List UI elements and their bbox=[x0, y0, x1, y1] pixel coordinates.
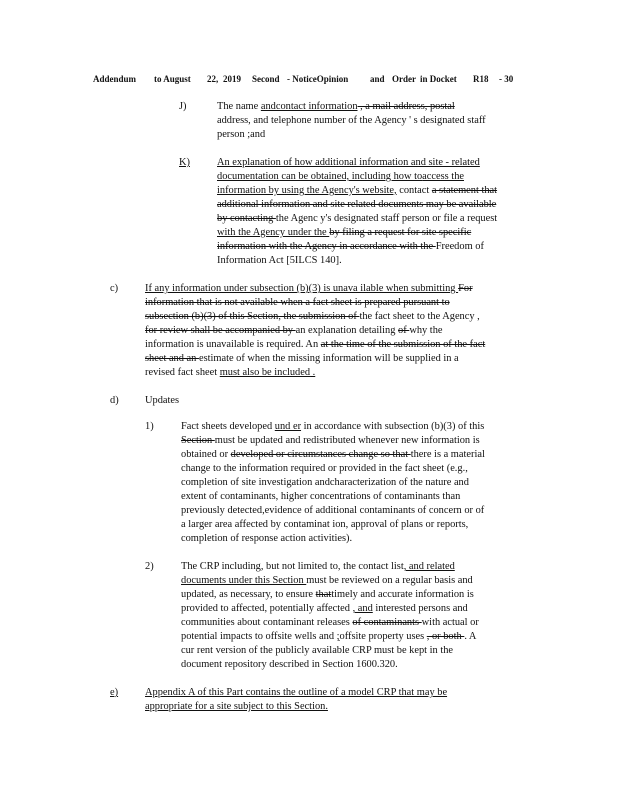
header-word: and bbox=[370, 74, 385, 84]
text-line: a larger area affected by contaminat ion, approval of plans or reports, bbox=[181, 519, 469, 530]
header-word: R18 bbox=[473, 74, 489, 84]
text-line: Appendix A of this Part contains the outline of a model CRP that may be bbox=[145, 687, 448, 698]
text-line: change to the information required or provided in the fact sheet (e.g., bbox=[181, 463, 468, 474]
text-line: completion of site investigation andcharacterization of the nature and bbox=[181, 477, 469, 488]
text-line: An explanation of how additional information and site - related bbox=[217, 157, 480, 168]
text-line: updated, as necessary, to ensure thattimely and accurate information is bbox=[181, 589, 474, 600]
text-line: with the Agency under the by filing a request for site specific bbox=[217, 227, 472, 238]
text-line: information by using the Agency's website, contact a statement that bbox=[217, 185, 498, 196]
item-label-j: J) bbox=[179, 101, 187, 112]
header-word: Order bbox=[392, 74, 416, 84]
text-line: documents under this Section must be reviewed on a regular basis and bbox=[181, 575, 473, 586]
page-header bbox=[93, 74, 523, 88]
text-line: The name andcontact information , a mail address, postal bbox=[217, 101, 455, 112]
text-line: completion of response action activities). bbox=[181, 533, 353, 544]
text-line: potential impacts to offsite wells and ;offsite property uses , or both . A bbox=[181, 631, 477, 642]
text-line: provided to affected, potentially affected , and interested persons and bbox=[181, 603, 468, 614]
section-title-updates: Updates bbox=[145, 395, 180, 406]
text-line: communities about contaminant releases of contaminants with actual or bbox=[181, 617, 479, 628]
item-e-text bbox=[145, 686, 525, 714]
text-line: The CRP including, but not limited to, the contact list, and related bbox=[181, 561, 455, 572]
item-label-d: d) bbox=[110, 395, 119, 406]
header-word: 22, bbox=[207, 74, 219, 84]
text-line: documentation can be obtained, including how toaccess the bbox=[217, 171, 464, 182]
header-word: - NoticeOpinion bbox=[287, 74, 349, 84]
header-word: to August bbox=[154, 74, 191, 84]
item-j-text bbox=[217, 100, 523, 142]
item-label-d1: 1) bbox=[145, 421, 154, 432]
item-label-k: K) bbox=[179, 157, 190, 168]
header-word: - 30 bbox=[499, 74, 514, 84]
item-d1-text bbox=[181, 420, 526, 546]
text-line: document repository described in Section 1600.320. bbox=[181, 659, 398, 670]
header-word: 2019 bbox=[223, 74, 241, 84]
item-d2-text bbox=[181, 560, 526, 672]
item-label-e: e) bbox=[110, 687, 119, 698]
item-k-text bbox=[217, 156, 527, 268]
header-word: in Docket bbox=[420, 74, 457, 84]
text-line: address, and telephone number of the Agency ' s designated staff bbox=[217, 115, 486, 126]
text-line: previously detected,evidence of additional contaminants of concern or of bbox=[181, 505, 485, 516]
text-line: for review shall be accompanied by an explanation detailing of why the bbox=[145, 325, 443, 336]
text-line: subsection (b)(3) of this Section, the submission of the fact sheet to the Agency , bbox=[145, 311, 480, 322]
text-line: obtained or developed or circumstances change so that there is a material bbox=[181, 449, 485, 460]
item-label-d2: 2) bbox=[145, 561, 154, 572]
text-line: If any information under subsection (b)(3) is unava ilable when submitting For bbox=[145, 283, 473, 294]
item-label-c: c) bbox=[110, 283, 119, 294]
text-line: appropriate for a site subject to this Section. bbox=[145, 701, 328, 712]
header-word: Second bbox=[252, 74, 280, 84]
text-line: revised fact sheet must also be included . bbox=[145, 367, 316, 378]
text-line: Information Act [5ILCS 140]. bbox=[217, 255, 342, 266]
text-line: additional information and site related documents may be available bbox=[217, 199, 497, 210]
text-line: Section must be updated and redistributed whenever new information is bbox=[181, 435, 480, 446]
text-line: information with the Agency in accordance with the Freedom of bbox=[217, 241, 484, 252]
item-c-text bbox=[145, 282, 525, 380]
text-line: by contacting the Agenc y's designated staff person or file a request bbox=[217, 213, 498, 224]
text-line: person ;and bbox=[217, 129, 266, 140]
text-line: extent of contaminants, higher concentrations of contaminants than bbox=[181, 491, 461, 502]
text-line: sheet and an estimate of when the missing information will be supplied in a bbox=[145, 353, 459, 364]
text-line: cur rent version of the publicly available CRP must be kept in the bbox=[181, 645, 454, 656]
text-line: information is unavailable is required. An at the time of the submission of the fact bbox=[145, 339, 486, 350]
header-word: Addendum bbox=[93, 74, 137, 84]
text-line: Fact sheets developed und er in accordance with subsection (b)(3) of this bbox=[181, 421, 485, 432]
text-line: information that is not available when a fact sheet is prepared pursuant to bbox=[145, 297, 450, 308]
